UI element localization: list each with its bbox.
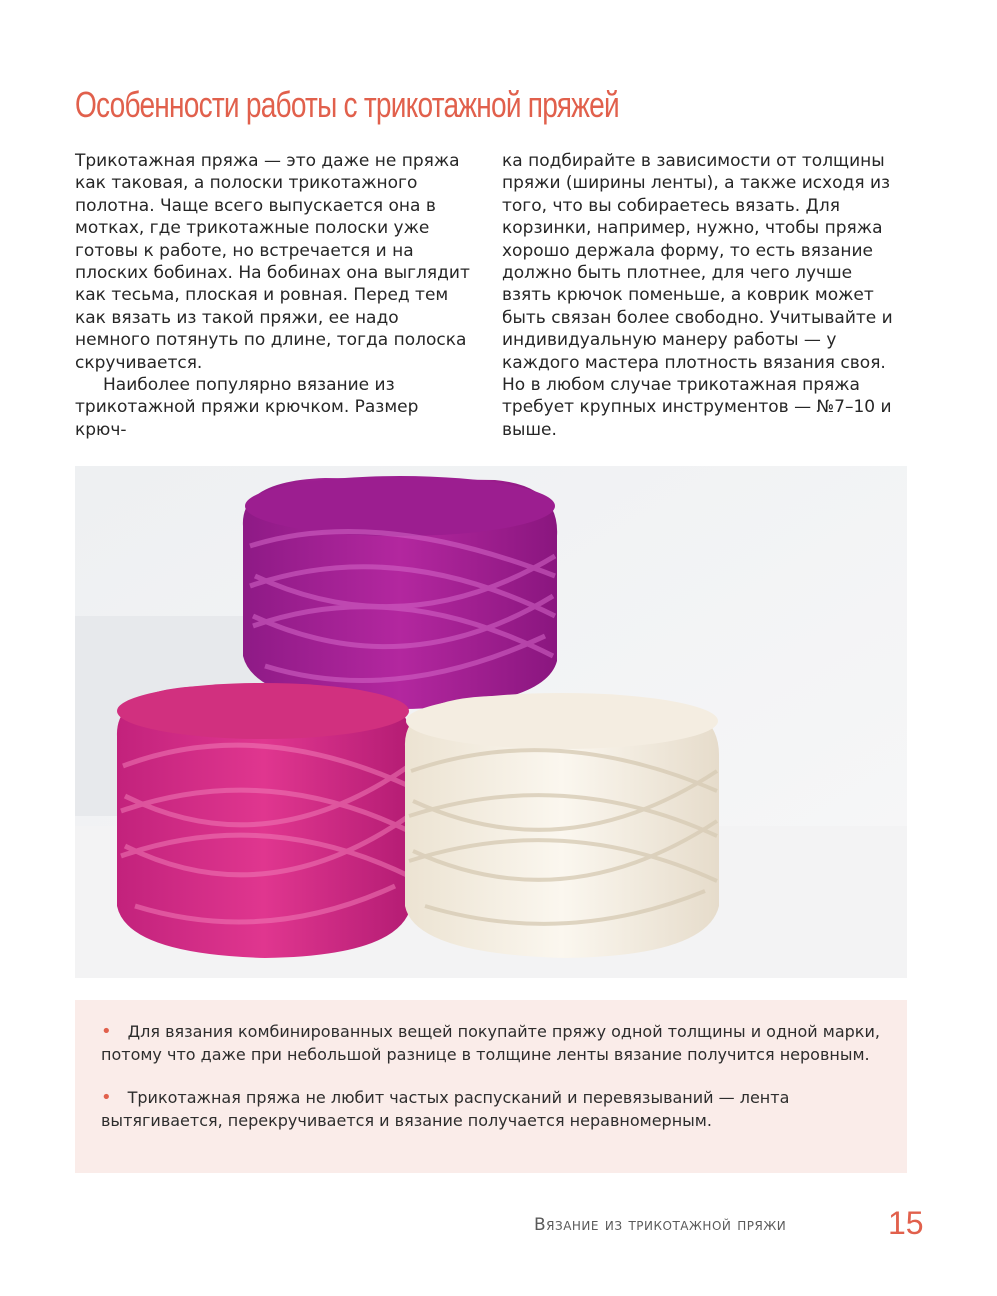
paragraph: ка подбирайте в зависимости от толщины пряжи (ширины ленты), а также исходя из того, что вы собираетесь вязать. Для корзинки, например, нужно, чтобы пряжа хорошо держала форму, то есть вязание должно быть плотнее, для чего лучше взять крючок поменьше, а коврик может быть связан более свободно. Учитывайте и индивидуальную манеру работы — у каждого мастера плотность вязания своя. Но в любом случае трикотажная пряжа требует крупных инструментов — №7–10 и выше. bbox=[502, 151, 893, 440]
text-column-left bbox=[75, 150, 475, 441]
white-yarn-ball bbox=[405, 693, 719, 958]
pink-yarn-ball bbox=[117, 683, 411, 958]
tip-item bbox=[101, 1086, 881, 1132]
tip-text: Трикотажная пряжа не любит частых распусканий и перевязываний — лента вытягивается, перекручивается и вязание получается неравномерным. bbox=[101, 1088, 790, 1130]
bullet-icon: • bbox=[101, 1087, 112, 1108]
tip-text: Для вязания комбинированных вещей покупайте пряжу одной толщины и одной марки, потому что даже при небольшой разнице в толщине ленты вязание получится неровным. bbox=[101, 1022, 880, 1064]
tips-box bbox=[75, 1000, 907, 1173]
page-title: Особенности работы с трикотажной пряжей bbox=[75, 84, 619, 125]
text-column-right bbox=[502, 150, 902, 441]
yarn-balls-illustration bbox=[75, 466, 907, 978]
paragraph: Наиболее популярно вязание из трикотажной пряжи крючком. Размер крюч- bbox=[75, 375, 419, 440]
bullet-icon: • bbox=[101, 1021, 112, 1042]
purple-yarn-ball bbox=[243, 476, 557, 709]
tip-item bbox=[101, 1020, 881, 1066]
page-number: 15 bbox=[888, 1205, 924, 1241]
yarn-photo bbox=[75, 466, 907, 978]
footer-section-title: Вязание из трикотажной пряжи bbox=[534, 1215, 787, 1235]
paragraph: Трикотажная пряжа — это даже не пряжа как таковая, а полоски трикотажного полотна. Чаще всего выпускается она в мотках, где трикотажные полоски уже готовы к работе, но встречается и на плоских бобинах. На бобинах она выглядит как тесьма, плоская и ровная. Перед тем как вязать из такой пряжи, ее надо немного потянуть по длине, тогда полоска скручивается. bbox=[75, 151, 470, 373]
